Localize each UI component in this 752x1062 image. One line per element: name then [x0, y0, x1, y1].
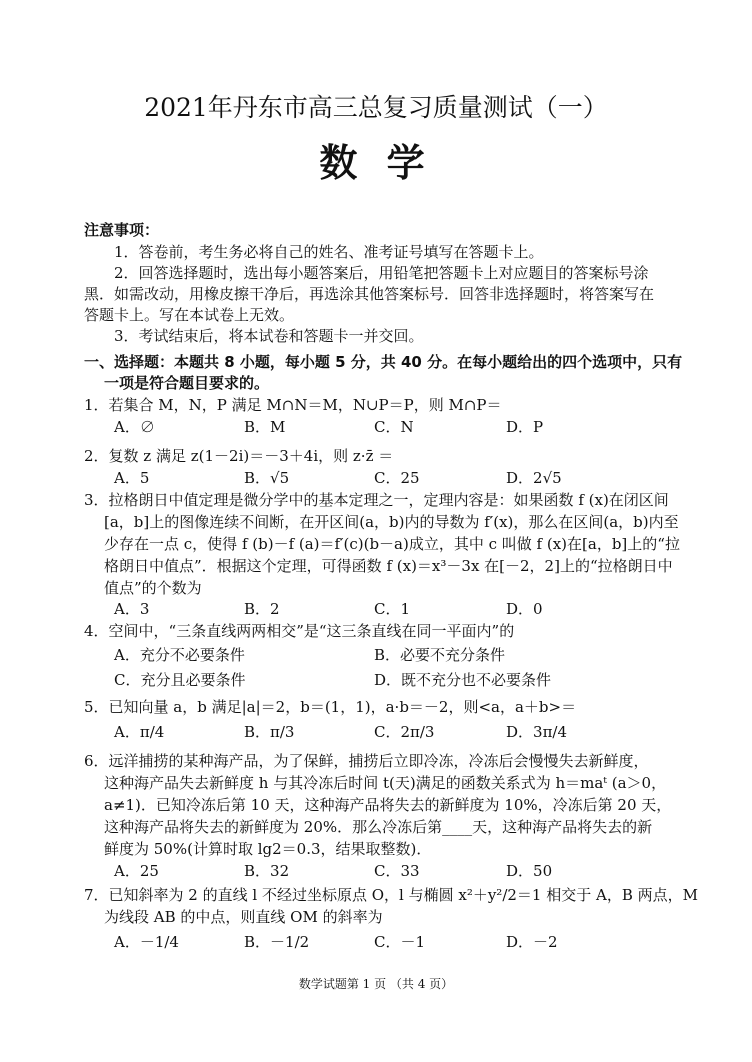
q3-line-3: 少存在一点 c，使得 f (b)－f (a)＝f′(c)(b－a)成立，其中 c 叫做 f (x)在[a，b]上的“拉: [104, 535, 680, 553]
q6-line-2: 这种海产品失去新鲜度 h 与其冷冻后时间 t(天)满足的函数关系式为 h＝maᵗ (a＞0，: [104, 774, 667, 792]
notice-line-1: 1．答卷前，考生务必将自己的姓名、准考证号填写在答题卡上。: [114, 243, 544, 261]
q2-stem: 2．复数 z 满足 z(1－2i)＝－3＋4i，则 z·z̄ ＝: [84, 447, 394, 465]
q3-option-b: B．2: [244, 600, 280, 618]
q3-option-d: D．0: [506, 600, 543, 618]
q3-line-1: 3．拉格朗日中值定理是微分学中的基本定理之一，定理内容是：如果函数 f (x)在闭区间: [84, 491, 669, 509]
q1-stem: 1．若集合 M，N，P 满足 M∩N＝M，N∪P＝P，则 M∩P＝: [84, 396, 502, 414]
q7-option-d: D．－2: [506, 933, 558, 951]
q4-option-c: C．充分且必要条件: [114, 671, 246, 689]
q5-option-a: A．π/4: [114, 723, 165, 741]
q6-line-3: a≠1)．已知冷冻后第 10 天，这种海产品将失去的新鲜度为 10%，冷冻后第 20 天，: [104, 796, 672, 814]
q6-option-d: D．50: [506, 862, 553, 880]
q4-option-d: D．既不充分也不必要条件: [374, 671, 552, 689]
q6-option-b: B．32: [244, 862, 290, 880]
q4-stem: 4．空间中，“三条直线两两相交”是“这三条直线在同一平面内”的: [84, 622, 515, 640]
page-footer: 数学试题第 1 页 （共 4 页）: [298, 977, 454, 991]
q2-option-d: D．2√5: [506, 469, 562, 487]
exam-title: 2021年丹东市高三总复习质量测试（一）: [144, 93, 608, 122]
q1-option-d: D．P: [506, 418, 544, 436]
q5-option-c: C．2π/3: [374, 723, 435, 741]
q6-line-1: 6．远洋捕捞的某种海产品，为了保鲜，捕捞后立即冷冻，冷冻后会慢慢失去新鲜度，: [84, 752, 649, 770]
notice-line-2a: 2．回答选择题时，选出每小题答案后，用铅笔把答题卡上对应题目的答案标号涂: [114, 264, 649, 282]
q5-option-b: B．π/3: [244, 723, 295, 741]
q1-option-a: A．∅: [114, 418, 155, 436]
q6-option-a: A．25: [114, 862, 159, 880]
q6-line-4: 这种海产品将失去的新鲜度为 20%．那么冷冻后第____天，这种海产品将失去的新: [104, 818, 653, 836]
q7-option-c: C．－1: [374, 933, 426, 951]
q7-line-2: 为线段 AB 的中点，则直线 OM 的斜率为: [104, 908, 383, 926]
q5-option-d: D．3π/4: [506, 723, 568, 741]
section-heading-line-1: 一、选择题：本题共 8 小题，每小题 5 分，共 40 分。在每小题给出的四个选项中，只有: [84, 353, 683, 371]
notice-line-3: 3．考试结束后，将本试卷和答题卡一并交回。: [114, 327, 424, 345]
q4-option-a: A．充分不必要条件: [114, 646, 245, 664]
q6-line-5: 鲜度为 50%(计算时取 lg2＝0.3，结果取整数)．: [104, 840, 432, 858]
subject-title: 数 学: [319, 141, 433, 185]
q3-option-a: A．3: [114, 600, 150, 618]
q6-option-c: C．33: [374, 862, 420, 880]
notice-line-2c: 答题卡上。写在本试卷上无效。: [84, 306, 295, 324]
notice-heading: 注意事项：: [84, 221, 160, 239]
q1-option-b: B．M: [244, 418, 286, 436]
q2-option-a: A．5: [114, 469, 150, 487]
q5-stem: 5．已知向量 a，b 满足|a|＝2，b＝(1，1)，a·b＝－2，则<a，a＋b>＝: [84, 698, 577, 716]
q4-option-b: B．必要不充分条件: [374, 646, 506, 664]
q7-option-b: B．－1/2: [244, 933, 310, 951]
q7-line-1: 7．已知斜率为 2 的直线 l 不经过坐标原点 O，l 与椭圆 x²＋y²/2＝1 相交于 A，B 两点，M: [84, 886, 698, 904]
q3-line-5: 值点”的个数为: [104, 579, 202, 597]
q3-line-2: [a，b]上的图像连续不间断，在开区间(a，b)内的导数为 f′(x)，那么在区间(a，b)内至: [104, 513, 679, 531]
notice-line-2b: 黑．如需改动，用橡皮擦干净后，再选涂其他答案标号．回答非选择题时，将答案写在: [84, 285, 655, 303]
section-heading-line-2: 一项是符合题目要求的。: [104, 374, 270, 392]
q2-option-c: C．25: [374, 469, 420, 487]
q2-option-b: B．√5: [244, 469, 290, 487]
q1-option-c: C．N: [374, 418, 414, 436]
q3-option-c: C．1: [374, 600, 411, 618]
q7-option-a: A．－1/4: [114, 933, 179, 951]
q3-line-4: 格朗日中值点”．根据这个定理，可得函数 f (x)＝x³－3x 在[－2，2]上的“拉格朗日中: [104, 557, 673, 575]
